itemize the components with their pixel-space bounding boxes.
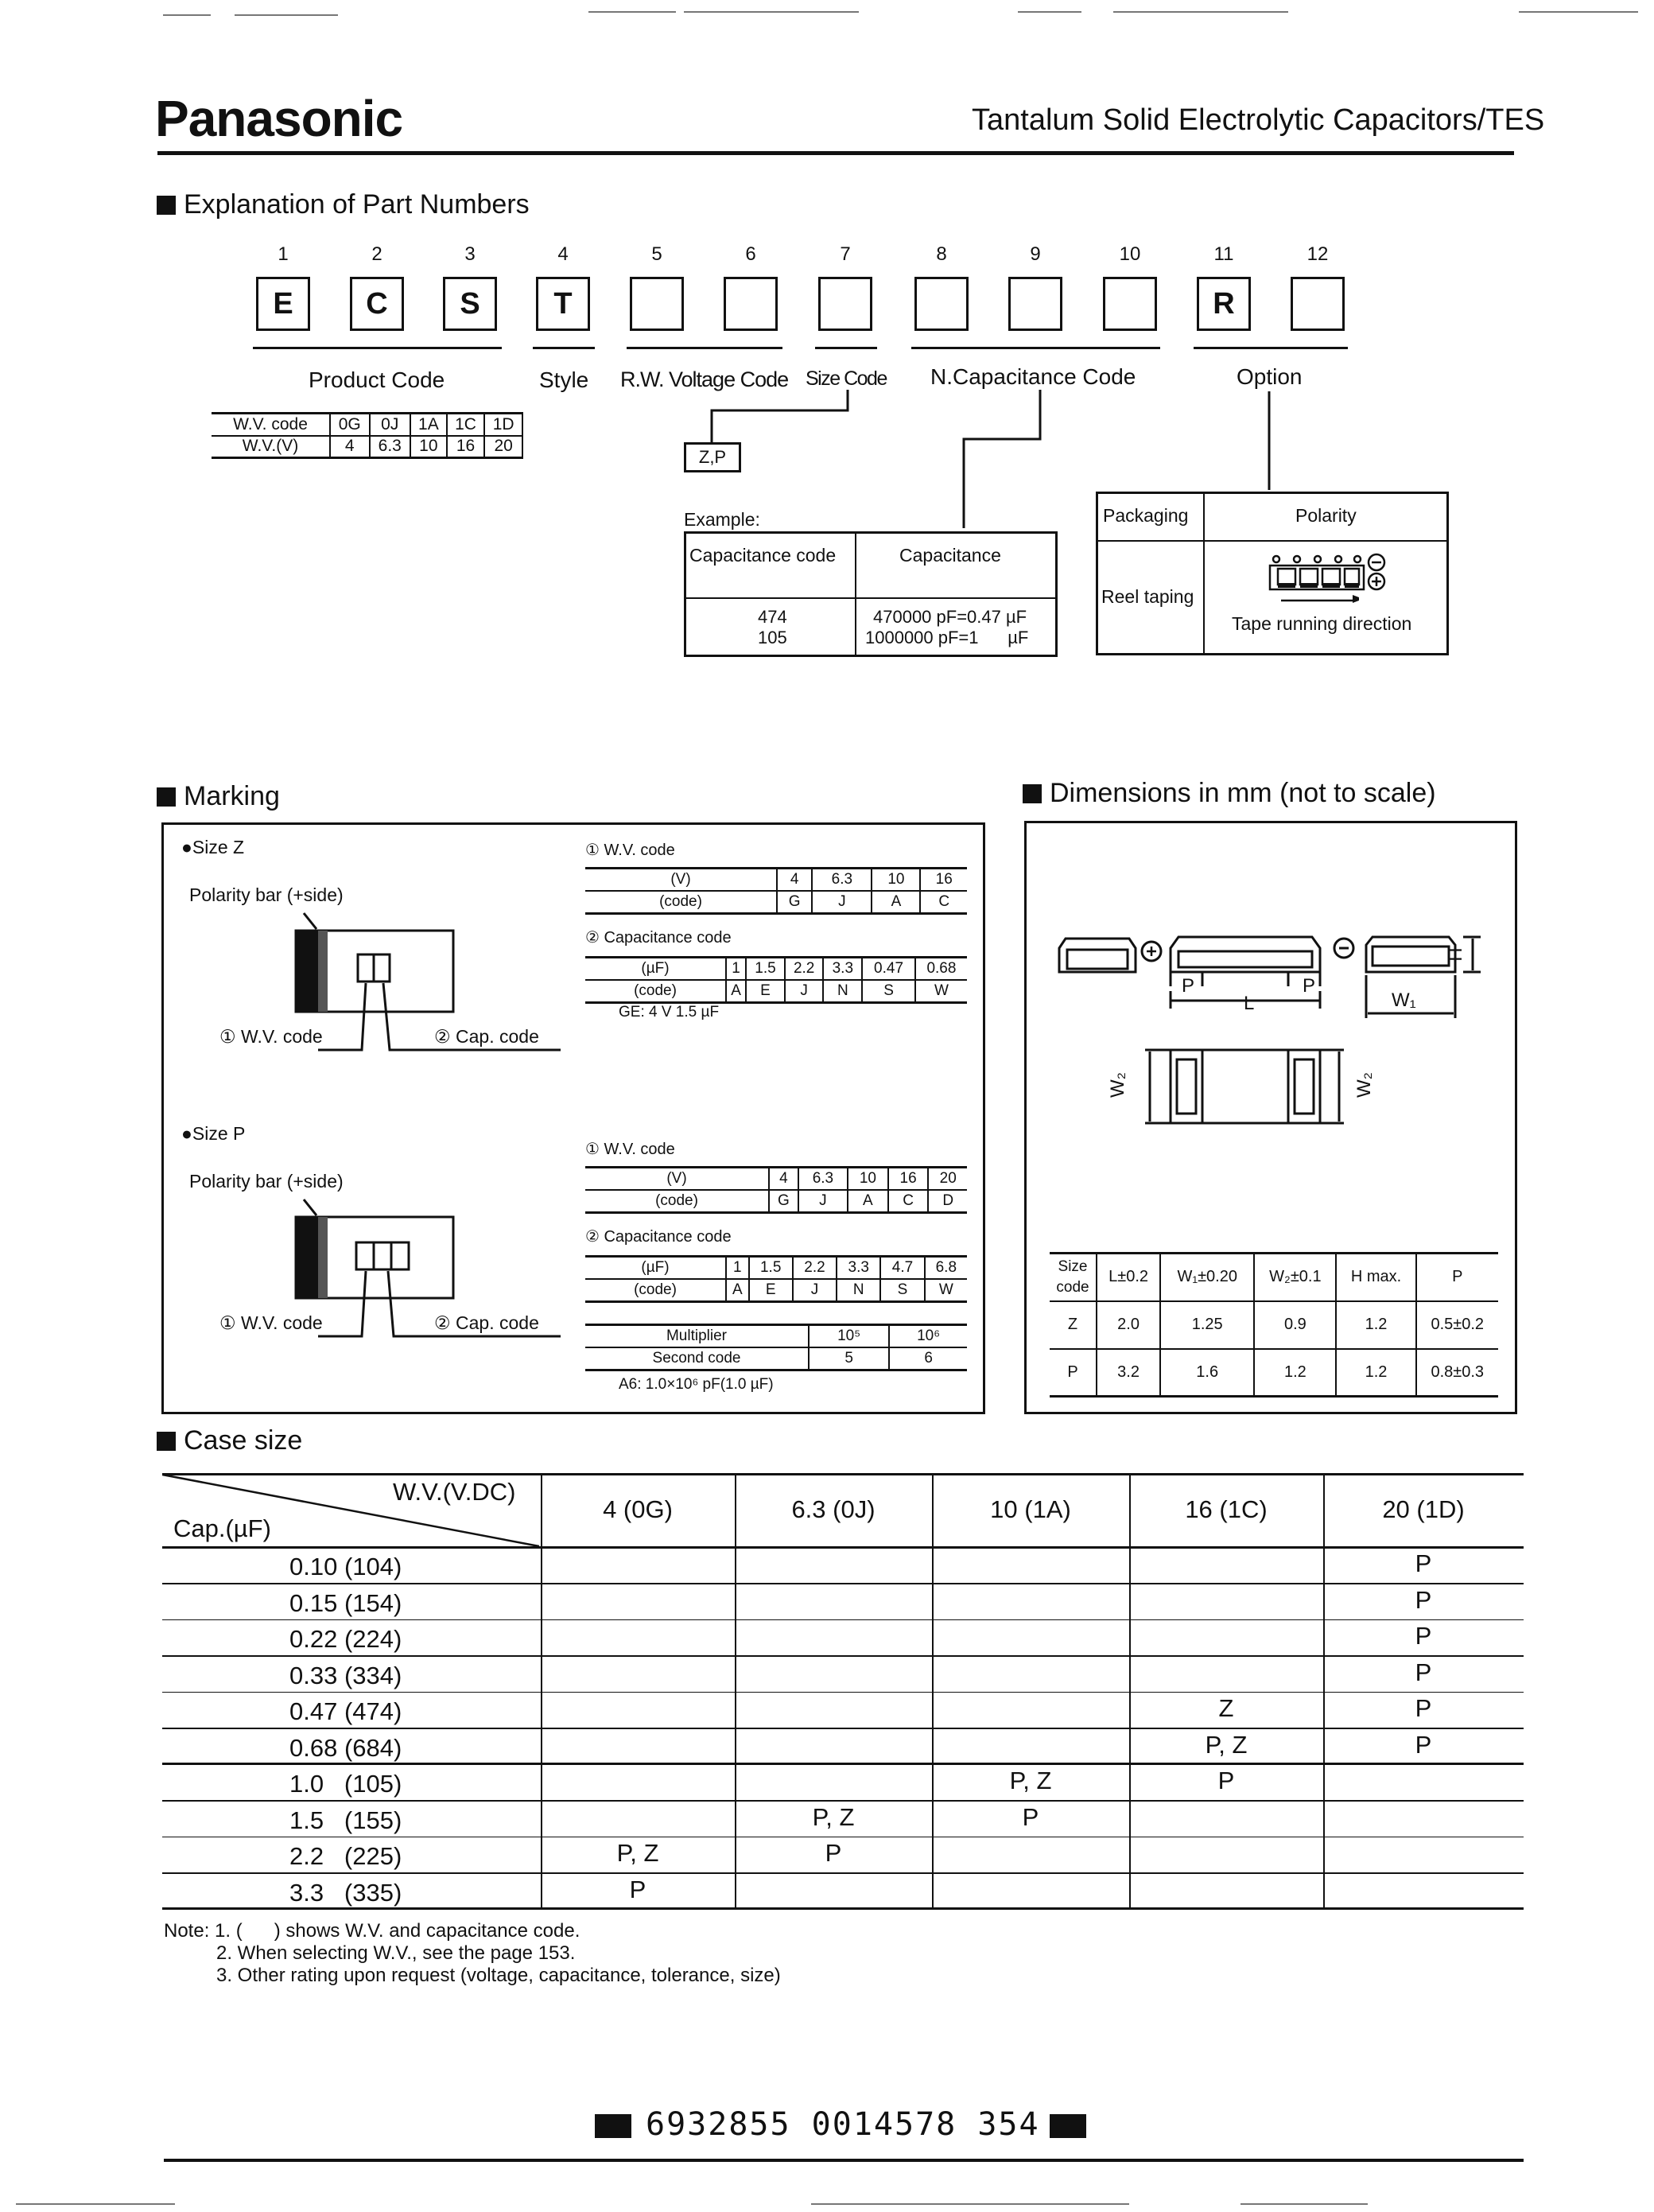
table-cell: W.V.(V): [212, 436, 330, 458]
table-cell: N: [837, 1279, 880, 1302]
table-cell: 10: [848, 1168, 888, 1191]
example-text: A6: 1.0×10⁶ pF(1.0 µF): [619, 1376, 774, 1393]
table-cell: A: [726, 1279, 749, 1302]
position-number: 9: [1030, 243, 1041, 265]
table-cell: 2.2: [785, 958, 824, 981]
cap-code-title: ② Capacitance code: [585, 1228, 732, 1246]
table-header: Polarity: [1295, 505, 1357, 526]
table-cell: 3.3: [823, 958, 862, 981]
table-cell: 0.68: [915, 958, 967, 981]
table-cell: 1.2: [1336, 1349, 1415, 1397]
table-row: [162, 1802, 1524, 1838]
column-header: 10 (1A): [990, 1495, 1071, 1523]
table-cell: J: [793, 1279, 837, 1302]
capacitance-cell: 2.2 (225): [289, 1842, 402, 1870]
dimension-label-p: P: [1303, 975, 1316, 997]
size-p-wv-table: [585, 1166, 967, 1214]
table-cell: 0.5±0.2: [1416, 1301, 1498, 1349]
size-p-title: ●Size P: [181, 1123, 246, 1144]
wv-code-callout: ① W.V. code: [219, 1026, 323, 1047]
table-cell: (µF): [641, 1259, 670, 1276]
table-cell: G: [777, 891, 812, 914]
position-number: 6: [745, 243, 756, 265]
capacitance-cell: 0.68 (684): [289, 1733, 402, 1762]
table-cell: 1D: [484, 414, 522, 436]
part-char-box: C: [350, 277, 404, 331]
table-header: Size code: [1056, 1258, 1089, 1296]
table-header: P: [1416, 1254, 1498, 1301]
table-cell: (V): [666, 1170, 687, 1187]
table-row: [162, 1620, 1524, 1657]
table-cell: 474: [758, 607, 787, 627]
column-header: 20 (1D): [1382, 1495, 1465, 1523]
case-size-cell: P: [1415, 1658, 1432, 1686]
table-cell: 10⁶: [889, 1325, 967, 1348]
table-cell: 20: [928, 1168, 967, 1191]
capacitance-cell: 1.5 (155): [289, 1806, 402, 1834]
part-char-box: R: [1197, 277, 1251, 331]
table-cell: J: [785, 980, 824, 1003]
case-size-cell: P: [1415, 1549, 1432, 1577]
table-cell: 105: [758, 628, 787, 647]
table-cell: (code): [655, 1192, 698, 1209]
table-header: L±0.2: [1097, 1254, 1160, 1301]
reel-tape-icon: [1265, 551, 1408, 607]
case-size-cell: P, Z: [1205, 1730, 1248, 1759]
size-p-cap-table: [585, 1255, 967, 1303]
table-cell: 0J: [370, 414, 410, 436]
table-row: [162, 1765, 1524, 1802]
table-cell: 1.5: [746, 958, 785, 981]
table-cell: 4.7: [880, 1257, 924, 1280]
position-number: 10: [1119, 243, 1141, 265]
part-char-box: S: [443, 277, 497, 331]
table-divider: [1098, 540, 1446, 542]
capacitor-dimension-drawing: [1026, 923, 1516, 1145]
case-size-cell: P: [1022, 1802, 1039, 1831]
capacitance-cell: 0.47 (474): [289, 1697, 402, 1725]
wv-code-title: ① W.V. code: [585, 1141, 675, 1158]
table-cell: Tape running direction: [1232, 613, 1412, 634]
table-cell: G: [769, 1190, 798, 1213]
table-cell: A: [726, 980, 746, 1003]
product-code-label: Product Code: [309, 367, 445, 392]
case-size-cell: Z: [1218, 1694, 1234, 1722]
dimension-label-w2: W₂: [1106, 1072, 1128, 1098]
table-cell: 1.2: [1254, 1349, 1336, 1397]
table-cell: 3.2: [1097, 1349, 1160, 1397]
case-size-cell: P: [1415, 1694, 1432, 1722]
table-cell: Reel taping: [1101, 586, 1194, 607]
position-number: 3: [464, 243, 476, 265]
table-cell: Second code: [652, 1350, 741, 1366]
dimension-label-w1: W₁: [1392, 989, 1416, 1011]
table-cell: 10: [872, 869, 920, 892]
table-cell: 1.6: [1160, 1349, 1254, 1397]
row-rule: [162, 1907, 1524, 1910]
table-cell: C: [888, 1190, 929, 1213]
table-header: W₁±0.20: [1160, 1254, 1254, 1301]
case-size-cell: P, Z: [1009, 1767, 1052, 1794]
case-size-cell: P: [1415, 1730, 1432, 1759]
polarity-label: Polarity bar (+side): [189, 1171, 344, 1192]
table-cell: 4: [769, 1168, 798, 1191]
table-cell: 1.2: [1336, 1301, 1415, 1349]
example-label: Example:: [684, 509, 760, 530]
case-size-cell: P: [825, 1839, 842, 1867]
table-cell: 6.3: [812, 869, 872, 892]
position-number: 7: [840, 243, 851, 265]
scan-mark: [1240, 2203, 1368, 2205]
brand-logo: Panasonic: [155, 90, 403, 147]
part-char-box: E: [256, 277, 310, 331]
table-cell: 0.9: [1254, 1301, 1336, 1349]
capacitance-label: N.Capacitance Code: [930, 364, 1136, 389]
example-text: GE: 4 V 1.5 µF: [619, 1004, 720, 1020]
table-cell: W: [925, 1279, 967, 1302]
multiplier-table: [585, 1324, 967, 1371]
position-number: 4: [557, 243, 569, 265]
case-size-cell: P: [1217, 1767, 1235, 1794]
position-number: 1: [278, 243, 289, 265]
size-z-cap-table: [585, 956, 967, 1004]
table-divider: [686, 597, 1055, 599]
table-cell: J: [812, 891, 872, 914]
table-cell: A: [872, 891, 920, 914]
marking-heading: Marking: [157, 781, 280, 812]
table-header: W₂±0.1: [1254, 1254, 1336, 1301]
style-label: Style: [539, 367, 589, 392]
table-cell: 0G: [330, 414, 370, 436]
table-cell: 4: [330, 436, 370, 458]
table-cell: 2.0: [1097, 1301, 1160, 1349]
table-cell: W.V. code: [212, 414, 330, 436]
case-size-cell: P: [1415, 1622, 1432, 1650]
table-cell: 1: [726, 958, 746, 981]
note-line: 2. When selecting W.V., see the page 153.: [216, 1942, 576, 1964]
table-cell: E: [746, 980, 785, 1003]
option-table: [1096, 492, 1449, 655]
position-number: 2: [371, 243, 382, 265]
capacitance-cell: 0.33 (334): [289, 1661, 402, 1689]
dimension-label-h: H: [1443, 947, 1466, 962]
position-number: 11: [1213, 243, 1234, 265]
capacitance-cell: 0.22 (224): [289, 1625, 402, 1653]
case-size-cell: P: [1415, 1585, 1432, 1614]
case-size-heading: Case size: [157, 1425, 302, 1456]
footer-code: 6932855 0014578 354: [646, 2106, 1040, 2143]
size-z-title: ●Size Z: [181, 837, 245, 857]
table-cell: 470000 pF=0.47 µF: [873, 607, 1027, 627]
part-numbers-heading: Explanation of Part Numbers: [157, 189, 530, 220]
table-cell: 16: [447, 436, 485, 458]
table-cell: (µF): [641, 960, 670, 977]
table-cell: D: [928, 1190, 967, 1213]
table-cell: 6: [889, 1347, 967, 1370]
table-cell: (code): [634, 982, 677, 999]
corner-header-bottom: Cap.(µF): [173, 1514, 271, 1542]
footer-rule: [164, 2159, 1524, 2162]
table-header: Capacitance code: [689, 545, 837, 566]
table-row: [162, 1657, 1524, 1693]
wv-code-callout: ① W.V. code: [219, 1312, 323, 1333]
dimension-label-l: L: [1244, 993, 1255, 1014]
table-cell: (code): [659, 893, 702, 910]
table-cell: Z: [1067, 1316, 1078, 1333]
table-cell: Multiplier: [666, 1328, 728, 1344]
voltage-label: R.W. Voltage Code: [620, 367, 789, 391]
cap-code-callout: ② Cap. code: [434, 1312, 539, 1333]
table-cell: S: [862, 980, 915, 1003]
size-code-box: Z,P: [684, 442, 741, 472]
dimension-label-w2: W₂: [1353, 1072, 1375, 1098]
table-cell: 10: [410, 436, 447, 458]
table-cell: P: [1067, 1363, 1078, 1381]
table-cell: E: [749, 1279, 793, 1302]
capacitance-cell: 0.10 (104): [289, 1553, 402, 1580]
scan-mark: [811, 2203, 1129, 2205]
capacitance-cell: 3.3 (335): [289, 1878, 402, 1907]
dimension-label-p: P: [1182, 975, 1195, 997]
position-number: 8: [936, 243, 947, 265]
table-cell: 0.8±0.3: [1416, 1349, 1498, 1397]
capacitance-example-table: [684, 531, 1058, 657]
table-cell: 3.3: [837, 1257, 880, 1280]
table-cell: (code): [634, 1281, 677, 1298]
size-z-wv-table: [585, 867, 967, 915]
table-header: Packaging: [1103, 505, 1189, 526]
position-number: 5: [651, 243, 662, 265]
corner-header-top: W.V.(V.DC): [393, 1478, 516, 1506]
table-header: H max.: [1336, 1254, 1415, 1301]
case-size-cell: P, Z: [616, 1839, 659, 1867]
cap-code-callout: ② Cap. code: [434, 1026, 539, 1047]
table-cell: 10⁵: [809, 1325, 889, 1348]
table-cell: W: [915, 980, 967, 1003]
cap-code-title: ② Capacitance code: [585, 929, 732, 947]
case-size-cell: P, Z: [812, 1802, 855, 1831]
table-cell: 1C: [447, 414, 485, 436]
note-line: Note: 1. ( ) shows W.V. and capacitance code.: [164, 1920, 580, 1942]
dimensions-table: [1050, 1252, 1498, 1398]
table-cell: 6.8: [925, 1257, 967, 1280]
column-header: 6.3 (0J): [791, 1495, 876, 1523]
wv-code-title: ① W.V. code: [585, 842, 675, 859]
case-size-cell: P: [629, 1875, 646, 1903]
polarity-label: Polarity bar (+side): [189, 884, 344, 905]
table-row: [162, 1693, 1524, 1729]
table-cell: 6.3: [798, 1168, 848, 1191]
capacitance-cell: 1.0 (105): [289, 1770, 402, 1798]
table-cell: 1A: [410, 414, 447, 436]
footer-block-left: [595, 2114, 631, 2138]
table-cell: 1: [726, 1257, 749, 1280]
table-cell: A: [848, 1190, 888, 1213]
page-title: Tantalum Solid Electrolytic Capacitors/TES: [972, 103, 1545, 137]
table-row: [162, 1584, 1524, 1621]
table-divider: [1203, 494, 1205, 653]
table-cell: (V): [670, 871, 691, 888]
table-row: [162, 1837, 1524, 1874]
table-cell: 5: [809, 1347, 889, 1370]
table-cell: 16: [920, 869, 967, 892]
table-divider: [855, 534, 856, 655]
table-row: [162, 1548, 1524, 1584]
table-cell: 2.2: [793, 1257, 837, 1280]
note-line: 3. Other rating upon request (voltage, capacitance, tolerance, size): [216, 1965, 781, 1986]
option-label: Option: [1237, 364, 1303, 389]
table-header: Capacitance: [899, 545, 1001, 566]
table-cell: 20: [484, 436, 522, 458]
dimensions-heading: Dimensions in mm (not to scale): [1023, 778, 1436, 809]
column-header: 16 (1C): [1185, 1495, 1268, 1523]
table-cell: J: [798, 1190, 848, 1213]
capacitance-cell: 0.15 (154): [289, 1588, 402, 1617]
table-cell: N: [823, 980, 862, 1003]
scan-mark: [16, 2203, 175, 2205]
position-number: 12: [1307, 243, 1329, 265]
table-cell: S: [880, 1279, 924, 1302]
table-cell: C: [920, 891, 967, 914]
table-cell: 0.47: [862, 958, 915, 981]
table-cell: 1000000 pF=1 µF: [865, 628, 1029, 647]
table-row: [162, 1874, 1524, 1911]
footer-block-right: [1050, 2114, 1086, 2138]
column-header: 4 (0G): [603, 1495, 673, 1523]
table-cell: 6.3: [370, 436, 410, 458]
size-label: Size Code: [806, 367, 887, 390]
table-cell: 1.5: [749, 1257, 793, 1280]
table-cell: 1.25: [1160, 1301, 1254, 1349]
part-char-box: T: [536, 277, 590, 331]
table-cell: 4: [777, 869, 812, 892]
table-cell: 16: [888, 1168, 929, 1191]
table-row: [162, 1729, 1524, 1766]
